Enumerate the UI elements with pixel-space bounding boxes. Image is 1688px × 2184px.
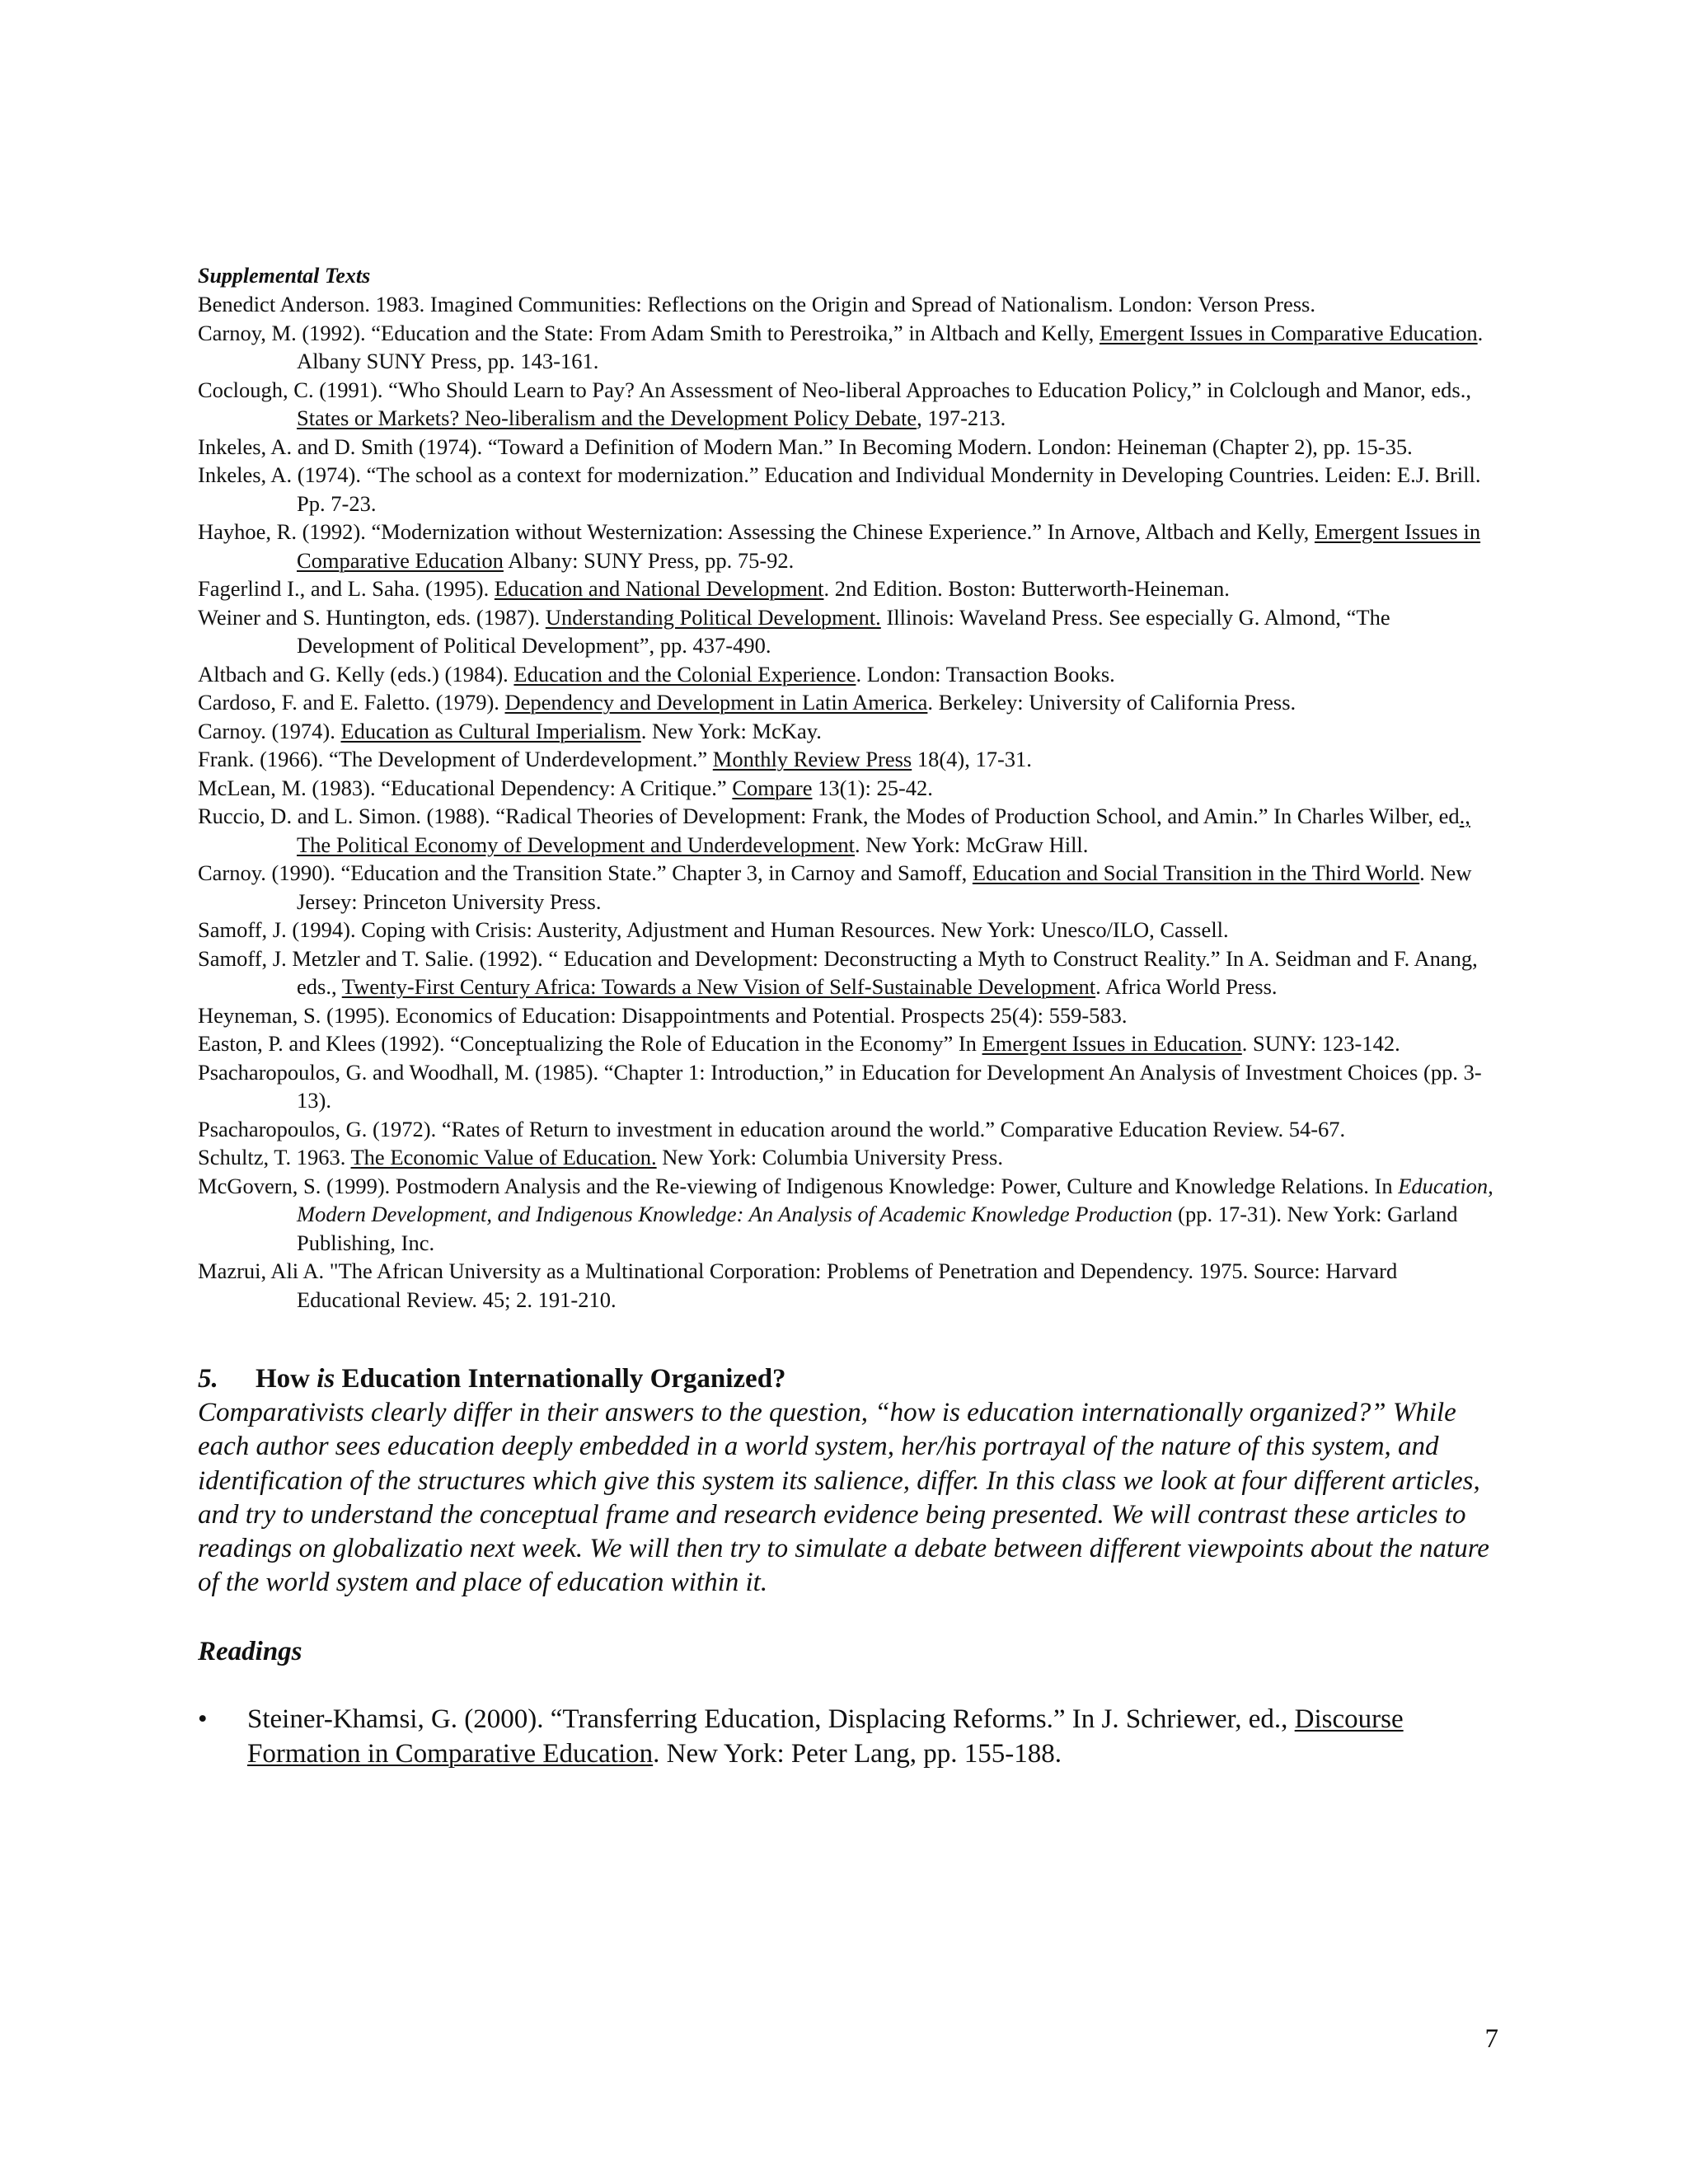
reference-entry (198, 745, 1500, 774)
supplemental-texts-heading: Supplemental Texts (198, 264, 371, 288)
reference-text: McGovern, S. (1999). Postmodern Analysis and the Re-viewing of Indigenous Knowledge: Power, Culture and Knowledge Relations. In (198, 1173, 1399, 1198)
reference-text: . 2nd Edition. Boston: Butterworth-Heineman. (823, 576, 1230, 601)
reference-text: Carnoy. (1974). (198, 718, 341, 743)
reference-text: Hayhoe, R. (1992). “Modernization without Westernization: Assessing the Chinese Experience.” In Arnove, Altbach and Kelly, (198, 519, 1315, 544)
reference-entry (198, 461, 1500, 518)
reference-text: Psacharopoulos, G. and Woodhall, M. (1985). “Chapter 1: Introduction,” in Education for Development An Analysis of Investment Choices (pp. 3-13). (198, 1059, 1482, 1113)
reference-text: 13(1): 25-42. (812, 775, 933, 800)
reference-entry (198, 1172, 1500, 1258)
reference-text: . New York: McGraw Hill. (855, 832, 1089, 857)
reference-text: Carnoy. (1990). “Education and the Transition State.” Chapter 3, in Carnoy and Samoff, (198, 860, 973, 885)
reference-entry (198, 944, 1500, 1001)
reference-text: Weiner and S. Huntington, eds. (1987). (198, 604, 546, 630)
section-number: 5. (198, 1364, 218, 1394)
reference-entry (198, 1001, 1500, 1030)
reference-text: . London: Transaction Books. (856, 661, 1115, 687)
section-title-emphasis: is (316, 1364, 335, 1394)
reference-text: Benedict Anderson. 1983. Imagined Communities: Reflections on the Origin and Spread of Nationalism. London: Verson Press. (198, 292, 1315, 316)
reference-entry (198, 717, 1500, 746)
reference-text: (pp. 17-31). New York: Garland Publishing, Inc. (297, 1202, 1458, 1255)
reference-text: . SUNY: 123-142. (1241, 1031, 1400, 1056)
reference-text: Illinois: Waveland Press. See especially G. Almond, “The Development of Political Development”, pp. 437-490. (297, 604, 1390, 658)
section-title-before: How (256, 1364, 317, 1394)
underlined-title: Emergent Issues in Comparative Education (1099, 320, 1478, 345)
reference-text: , 197-213. (917, 405, 1006, 430)
reference-text: . New York: McKay. (640, 718, 822, 743)
reference-entry (198, 774, 1500, 803)
readings-heading: Readings (198, 1636, 302, 1666)
bullet-icon: • (198, 1704, 208, 1734)
reference-text: . New Jersey: Princeton University Press. (297, 860, 1472, 914)
underlined-title: Discourse Formation in Comparative Education (247, 1704, 1404, 1769)
reference-text: Heyneman, S. (1995). Economics of Education: Disappointments and Potential. Prospects 25(4): 559-583. (198, 1002, 1128, 1028)
underlined-title: Education as Cultural Imperialism (340, 718, 641, 743)
reference-entry (198, 1058, 1500, 1115)
readings-list (198, 1702, 1500, 1771)
reference-entry (198, 1115, 1500, 1144)
underlined-title: Compare (732, 775, 813, 800)
reference-text: Mazrui, Ali A. "The African University as a Multinational Corporation: Problems of Penetration and Dependency. 1975. Source: Harvard Educational Review. 45; 2. 191-210. (198, 1258, 1398, 1312)
underlined-title: Twenty-First Century Africa: Towards a New Vision of Self-Sustainable Development (341, 974, 1096, 999)
reference-entry (198, 603, 1500, 660)
underlined-title: Education and National Development (494, 576, 824, 601)
reference-text: Psacharopoulos, G. (1972). “Rates of Return to investment in education around the world.” Comparative Education Review. 54-67. (198, 1116, 1346, 1141)
reference-text: . Africa World Press. (1095, 974, 1278, 999)
underlined-title: Emergent Issues in Education (982, 1031, 1242, 1056)
reference-entry (198, 916, 1500, 944)
reference-text: McLean, M. (1983). “Educational Dependency: A Critique.” (198, 775, 733, 800)
italic-title: Education, Modern Development, and Indigenous Knowledge: An Analysis of Academic Knowledge Production (297, 1173, 1493, 1226)
page-content (198, 262, 1500, 1771)
reference-text: Inkeles, A. (1974). “The school as a context for modernization.” Education and Individual Mondernity in Developing Countries. Leiden: E.J. Brill. Pp. 7-23. (198, 462, 1481, 516)
reference-entry (198, 433, 1500, 462)
reference-entry (198, 660, 1500, 689)
reference-text: Coclough, C. (1991). “Who Should Learn to Pay? An Assessment of Neo-liberal Approaches to Education Policy,” in Colclough and Manor, eds., (198, 377, 1471, 402)
underlined-title: Monthly Review Press (712, 747, 912, 771)
reference-text: Albany: SUNY Press, pp. 75-92. (503, 547, 795, 573)
page-number: 7 (1484, 2024, 1498, 2054)
underlined-title: Understanding Political Development. (545, 604, 881, 630)
underlined-title: ., The Political Economy of Development and Underdevelopment (297, 804, 1470, 857)
reference-text: New York: Columbia University Press. (656, 1145, 1003, 1169)
underlined-title: Dependency and Development in Latin America (504, 690, 928, 715)
reference-entry (198, 859, 1500, 916)
underlined-title: States or Markets? Neo-liberalism and the Development Policy Debate (297, 405, 917, 430)
reading-item (198, 1702, 1500, 1771)
reference-entry (198, 688, 1500, 717)
reference-text: Cardoso, F. and E. Faletto. (1979). (198, 690, 505, 715)
section-title-after: Education Internationally Organized? (335, 1364, 786, 1394)
reference-text: . Albany SUNY Press, pp. 143-161. (297, 320, 1484, 373)
reference-text: . New York: Peter Lang, pp. 155-188. (653, 1738, 1062, 1769)
reference-text: Easton, P. and Klees (1992). “Conceptualizing the Role of Education in the Economy” In (198, 1031, 982, 1056)
reference-text: Ruccio, D. and L. Simon. (1988). “Radical Theories of Development: Frank, the Modes of Production School, and Amin.” In Charles Wilber, ed (198, 804, 1460, 828)
reference-text: Schultz, T. 1963. (198, 1145, 351, 1169)
underlined-title: Emergent Issues in Comparative Education (297, 519, 1481, 573)
underlined-title: Education and the Colonial Experience (513, 661, 856, 687)
reference-entry (198, 1143, 1500, 1172)
reference-text: Fagerlind I., and L. Saha. (1995). (198, 576, 495, 601)
supplemental-reference-list (198, 290, 1500, 1314)
reference-text: Carnoy, M. (1992). “Education and the State: From Adam Smith to Perestroika,” in Altbach and Kelly, (198, 320, 1100, 345)
reference-entry (198, 1029, 1500, 1058)
reference-entry (198, 518, 1500, 574)
reference-entry (198, 802, 1500, 859)
reference-text: 18(4), 17-31. (912, 747, 1032, 771)
underlined-title: Education and Social Transition in the Third World (972, 860, 1420, 885)
reference-entry (198, 319, 1500, 376)
section-intro: Comparativists clearly differ in their answers to the question, “how is education internationally organized?” While each author sees education deeply embedded in a world system, her/his portrayal of the nature of this system, and identification of the structures which give this system its salience, differ. In this class we look at four different articles, and try to understand the conceptual frame and research evidence being presented. We will contrast these articles to readings on globalizatio next week. We will then try to simulate a debate between different viewpoints about the nature of the world system and place of education within it. (198, 1398, 1489, 1598)
reference-text: Altbach and G. Kelly (eds.) (1984). (198, 661, 514, 687)
reference-text: . Berkeley: University of California Press. (927, 690, 1296, 715)
reference-text: Steiner-Khamsi, G. (2000). “Transferring Education, Displacing Reforms.” In J. Schriewer, ed., (247, 1704, 1295, 1734)
section-heading (198, 1361, 1500, 1396)
reference-entry (198, 376, 1500, 433)
reference-entry (198, 574, 1500, 603)
reference-text: Samoff, J. (1994). Coping with Crisis: Austerity, Adjustment and Human Resources. New York: Unesco/ILO, Cassell. (198, 917, 1229, 942)
reference-text: Samoff, J. Metzler and T. Salie. (1992). “ Education and Development: Deconstructing a Myth to Construct Reality.” In A. Seidman and F. Anang, eds., (198, 945, 1478, 999)
underlined-title: The Economic Value of Education. (350, 1145, 657, 1169)
reference-entry (198, 290, 1500, 319)
reference-text: Frank. (1966). “The Development of Underdevelopment.” (198, 747, 713, 771)
reference-entry (198, 1257, 1500, 1314)
reference-text: Inkeles, A. and D. Smith (1974). “Toward a Definition of Modern Man.” In Becoming Modern. London: Heineman (Chapter 2), pp. 15-35. (198, 434, 1413, 459)
